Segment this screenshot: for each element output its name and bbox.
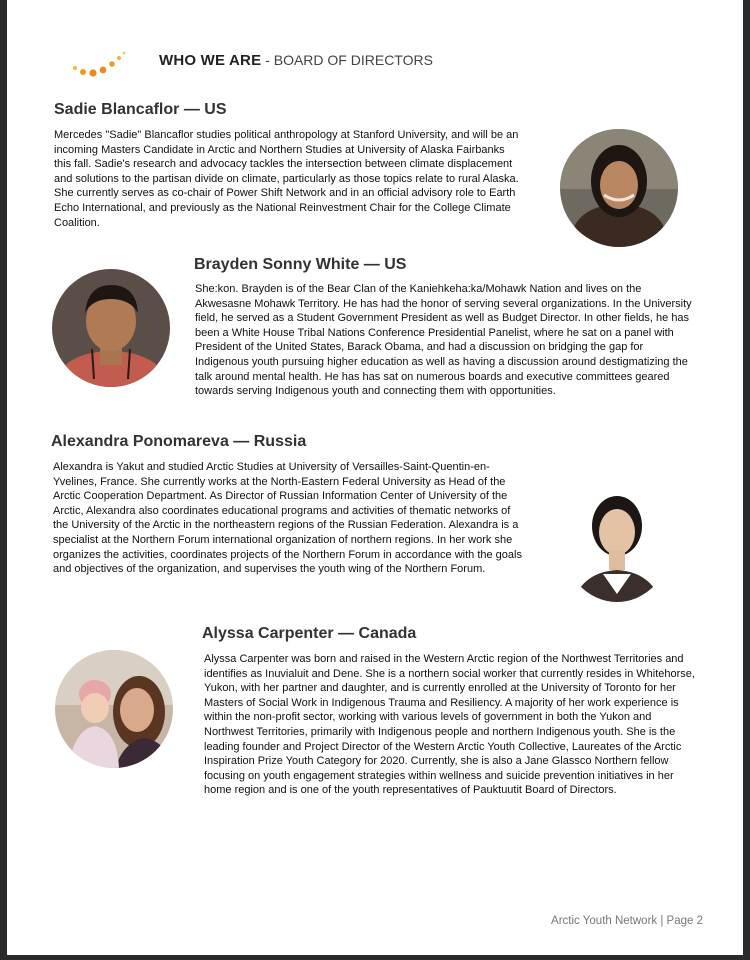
director-name: Alexandra Ponomareva — Russia <box>51 433 307 450</box>
director-photo <box>55 650 173 768</box>
header-separator: - <box>261 52 274 68</box>
footer-divider: | <box>657 915 667 927</box>
page-header <box>159 52 433 69</box>
page-footer <box>551 915 703 927</box>
director-bio: Alexandra is Yakut and studied Arctic Studies at University of Versailles-Saint-Quentin-en-Yvelines, France. She currently works at the North-Eastern Federal University as Head of the Arctic Cooperation Department. As Director of Russian Information Center of University of the Arctic, Alexandra also coordinates educational programs and activities of thematic networks of the University of the Arctic in the northeastern regions of the Russian Federation. Alexandra is a specialist at the Northern Forum international organization of northern regions. In her work she organizes the activities, coordinates projects of the Northern Forum in accordance with the goals and objectives of the organization, and supervises the youth wing of the Northern Forum. <box>53 461 522 576</box>
director-bio: She:kon. Brayden is of the Bear Clan of the Kaniehkeha:ka/Mohawk Nation and lives on the Akwesasne Mohawk Territory. He has had the honor of serving several organizations. In the University field, he served as a Student Government President as well as Budget Director. In other fields, he has been a White House Tribal Nations Conference Presidential Panelist, where he sat on a panel with President of the United States, Barack Obama, and had a discussion on bridging the gap for Indigenous youth pursuing higher education as well as having a discussion around destigmatizing the talk around mental health. He has has sat on numerous boards and executive committees geared towards serving Indigenous youth and connecting them with opportunities. <box>195 283 692 398</box>
footer-org: Arctic Youth Network <box>551 915 658 927</box>
section-title: WHO WE ARE <box>159 52 262 69</box>
director-photo <box>563 484 671 602</box>
director-name: Brayden Sonny White — US <box>194 256 407 273</box>
director-photo <box>52 269 170 387</box>
director-bio: Alyssa Carpenter was born and raised in the Western Arctic region of the Northwest Territories and identifies as Inuvialuit and Dene. She is a northern social worker that currently resides in Whitehorse, Yukon, with her partner and daughter, and is currently enrolled at the University of Toronto for her Masters of Social Work in Indigenous Trauma and Resiliency. A majority of her work experience is within the non-profit sector, working with various levels of government in both the Yukon and Northwest Territories, primarily with Indigenous people and northern Indigenous youth. She is the leading founder and Project Director of the Western Arctic Youth Collective, Laureates of the Arctic Inspiration Prize Youth Category for 2020. Currently, she is also a Jane Glassco Northern fellow focusing on youth engagement strategies within wellness and suicide prevention initiatives in her home region and is one of the youth representatives of Pauktuutit Board of Directors. <box>204 653 695 797</box>
director-name: Sadie Blancaflor — US <box>54 101 227 118</box>
director-photo <box>560 129 678 247</box>
section-subtitle: BOARD OF DIRECTORS <box>273 52 433 68</box>
logo-icon <box>67 48 137 80</box>
director-bio: Mercedes "Sadie" Blancaflor studies political anthropology at Stanford University, and will be an incoming Masters Candidate in Arctic and Northern Studies at University of Alaska Fairbanks this fall. Sadie's research and advocacy tackles the intersection between climate displacement and solutions to the partisan divide on climate, particularly as those topics relate to rural Alaska. She currently serves as co-chair of Power Shift Network and in an official advisory role to Earth Echo International, and previously as the National Reinvestment Chair for the College Climate Coalition. <box>54 129 519 229</box>
document-page <box>7 0 743 955</box>
director-name: Alyssa Carpenter — Canada <box>202 625 417 642</box>
page-number: Page 2 <box>666 915 703 927</box>
